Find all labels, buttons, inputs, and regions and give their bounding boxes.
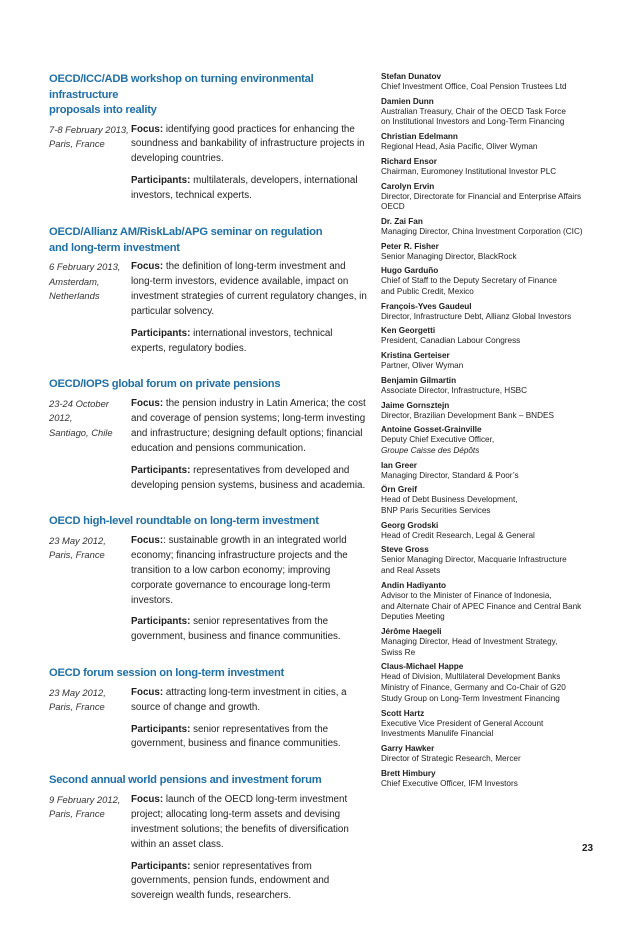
event-block (49, 225, 367, 363)
person-role: Regional Head, Asia Pacific, Oliver Wyman (381, 142, 538, 152)
event-body (49, 397, 367, 500)
person-entry (381, 350, 596, 372)
participants-label: Participants: (131, 464, 191, 476)
focus-label: Focus: (131, 261, 164, 273)
person-role: Advisor to the Minister of Finance of Indonesia, and Alternate Chair of APEC Finance and Central Bank Deputies Meeting (381, 590, 582, 622)
event-block (49, 666, 367, 759)
person-entry (381, 400, 596, 422)
participants-text: representatives from developed and developing pension systems, business and academia. (131, 464, 366, 491)
event-body (49, 123, 367, 212)
person-role: Executive Vice President of General Account Investments Manulife Financial (381, 718, 544, 739)
person-entry (381, 325, 596, 347)
person-name: Örn Greif (381, 485, 417, 495)
event-details (131, 397, 367, 500)
event-focus (131, 260, 367, 320)
person-name: Christian Edelmann (381, 132, 458, 142)
person-role: Senior Managing Director, Macquarie Infrastructure and Real Assets (381, 555, 567, 576)
person-entry (381, 216, 596, 238)
person-role: Chief Executive Officer, IFM Investors (381, 778, 518, 788)
participants-text: senior representatives from the government, business and finance communities. (131, 616, 341, 643)
participants-label: Participants: (131, 860, 191, 872)
event-date: 23 May 2012, Paris, France (49, 686, 106, 713)
event-title: OECD forum session on long-term investment (49, 667, 285, 680)
person-name: Benjamin Gilmartin (381, 375, 457, 385)
person-name: François-Yves Gaudeul (381, 301, 472, 311)
person-role: Head of Debt Business Development, BNP Paris Securities Services (381, 495, 518, 516)
focus-label: Focus: (131, 686, 164, 698)
person-role: Senior Managing Director, BlackRock (381, 251, 517, 261)
event-block (49, 514, 367, 652)
focus-text: the definition of long-term investment and long-term investors, evidence available, impact on investment strategies of current regulatory changes, in particular solvency. (131, 261, 367, 317)
person-name: Kristina Gerteiser (381, 351, 450, 361)
event-participants (131, 174, 367, 204)
person-name: Stefan Dunatov (381, 72, 442, 81)
event-details (131, 123, 367, 212)
person-name: Scott Hartz (381, 708, 425, 718)
person-name: Brett Himbury (381, 768, 436, 778)
person-entry (381, 661, 596, 704)
person-name: Antoine Gosset-Grainville (381, 425, 482, 435)
person-organization: Groupe Caisse des Dépôts (381, 445, 480, 455)
person-role: Director of Strategic Research, Mercer (381, 753, 521, 763)
event-title: OECD/IOPS global forum on private pensions (49, 378, 281, 391)
person-name: Steve Gross (381, 545, 429, 555)
person-name: Garry Hawker (381, 743, 435, 753)
focus-text: : sustainable growth in an integrated world economy; financing infrastructure projects and the transition to a low carbon economy; improving corporate governance to encourage long-term investors. (131, 534, 348, 606)
person-name: Carolyn Ervin (381, 181, 435, 191)
person-role: Head of Credit Research, Legal & General (381, 530, 535, 540)
person-entry (381, 265, 596, 297)
event-block (49, 377, 367, 500)
person-entry (381, 241, 596, 263)
event-date: 6 February 2013, Amsterdam, Netherlands (49, 261, 121, 302)
person-name: Georg Grodski (381, 520, 439, 530)
participants-text: international investors, technical experts, regulatory bodies. (131, 327, 333, 354)
person-entry (381, 301, 596, 323)
event-title: OECD/ICC/ADB workshop on turning environmental infrastructure proposals into reality (49, 73, 314, 116)
events-column (49, 72, 367, 925)
event-participants (131, 860, 367, 905)
person-role: Australian Treasury, Chair of the OECD Task Force on Institutional Investors and Long-Term Financing (381, 106, 566, 127)
event-body (49, 534, 367, 652)
focus-label: Focus: (131, 123, 164, 135)
participants-text: senior representatives from governments, pension funds, endowment and sovereign wealth funds, researchers. (131, 860, 330, 902)
person-role: Managing Director, Standard & Poor’s (381, 470, 519, 480)
focus-text: attracting long-term investment in cities, a source of change and growth. (131, 686, 347, 713)
person-name: Andin Hadiyanto (381, 580, 447, 590)
person-name: Hugo Garduño (381, 266, 439, 276)
focus-text: the pension industry in Latin America; the cost and coverage of pension systems; long-term investing and infrastructure; designing default options; financial education and pensions communication. (131, 397, 366, 454)
person-role: Associate Director, Infrastructure, HSBC (381, 385, 528, 395)
person-entry (381, 131, 596, 153)
event-date: 7-8 February 2013, Paris, France (49, 123, 129, 149)
person-role: Deputy Chief Executive Officer, (381, 435, 495, 445)
person-role: Chief Investment Office, Coal Pension Trustees Ltd (381, 82, 567, 91)
person-name: Jaime Gornsztejn (381, 400, 450, 410)
event-details (131, 260, 367, 363)
focus-label: Focus: (131, 397, 164, 409)
person-name: Peter R. Fisher (381, 241, 439, 251)
person-role: Director, Brazilian Development Bank – BNDES (381, 410, 554, 420)
person-entry (381, 768, 596, 790)
event-focus (131, 397, 367, 457)
person-entry (381, 71, 596, 93)
person-role: Head of Division, Multilateral Development Banks Ministry of Finance, Germany and Co-Chair of G20 Study Group on Long-Term Investment Financing (381, 672, 566, 703)
person-entry (381, 156, 596, 178)
person-entry (381, 708, 596, 740)
event-date: 23 May 2012, Paris, France (49, 534, 106, 561)
person-entry (381, 544, 596, 576)
person-role: President, Canadian Labour Congress (381, 336, 521, 346)
person-entry (381, 181, 596, 213)
person-role: Director, Infrastructure Debt, Allianz Global Investors (381, 311, 572, 321)
focus-text: launch of the OECD long-term investment project; allocating long-term assets and devising investment solutions; the benefits of diversification within an asset class. (131, 793, 349, 850)
event-title: OECD high-level roundtable on long-term investment (49, 515, 319, 528)
person-entry (381, 460, 596, 482)
focus-label: Focus: (131, 534, 164, 546)
person-name: Ian Greer (381, 460, 417, 470)
person-role: Chief of Staff to the Deputy Secretary of Finance and Public Credit, Mexico (381, 276, 557, 297)
event-focus (131, 123, 367, 168)
event-focus (131, 793, 367, 853)
person-name: Claus-Michael Happe (381, 662, 464, 672)
event-title: OECD/Allianz AM/RiskLab/APG seminar on regulation and long-term investment (49, 226, 323, 254)
participants-label: Participants: (131, 175, 191, 187)
event-participants (131, 464, 367, 494)
person-entry (381, 96, 596, 128)
person-entry (381, 626, 596, 658)
person-role: Managing Director, China Investment Corporation (CIC) (381, 226, 583, 236)
event-title: Second annual world pensions and investment forum (49, 774, 322, 787)
event-block (49, 72, 367, 211)
participants-label: Participants: (131, 616, 191, 628)
person-entry (381, 520, 596, 542)
person-entry (381, 743, 596, 765)
participants-column (381, 71, 596, 792)
person-role: Chairman, Euromoney Institutional Investor PLC (381, 166, 557, 176)
person-name: Jérôme Haegeli (381, 626, 442, 636)
person-entry (381, 484, 596, 516)
focus-label: Focus: (131, 793, 164, 805)
event-date: 23-24 October 2012, Santiago, Chile (49, 397, 113, 438)
person-entry (381, 580, 596, 623)
event-details (131, 793, 367, 911)
person-name: Richard Ensor (381, 156, 437, 166)
event-participants (131, 723, 367, 753)
event-date: 9 February 2012, Paris, France (49, 793, 121, 820)
participants-text: senior representatives from the government, business and finance communities. (131, 723, 341, 750)
person-entry (381, 424, 596, 456)
event-participants (131, 327, 367, 357)
event-focus (131, 686, 367, 716)
event-details (131, 534, 367, 652)
participants-label: Participants: (131, 327, 191, 339)
event-body (49, 260, 367, 363)
page-number: 23 (582, 843, 594, 854)
event-block (49, 773, 367, 911)
participants-label: Participants: (131, 723, 191, 735)
event-body (49, 686, 367, 760)
person-role: Director, Directorate for Financial and Enterprise Affairs OECD (381, 191, 582, 212)
person-role: Partner, Oliver Wyman (381, 361, 464, 371)
participants-text: multilaterals, developers, international investors, technical experts. (131, 175, 358, 202)
event-details (131, 686, 367, 760)
event-participants (131, 615, 367, 645)
person-name: Ken Georgetti (381, 326, 436, 336)
focus-text: identifying good practices for enhancing the soundness and bankability of infrastructure projects in developing countries. (131, 123, 365, 165)
person-name: Damien Dunn (381, 96, 434, 106)
event-body (49, 793, 367, 911)
person-entry (381, 375, 596, 397)
event-focus (131, 534, 367, 609)
person-role: Managing Director, Head of Investment Strategy, Swiss Re (381, 636, 558, 657)
person-name: Dr. Zai Fan (381, 216, 423, 226)
